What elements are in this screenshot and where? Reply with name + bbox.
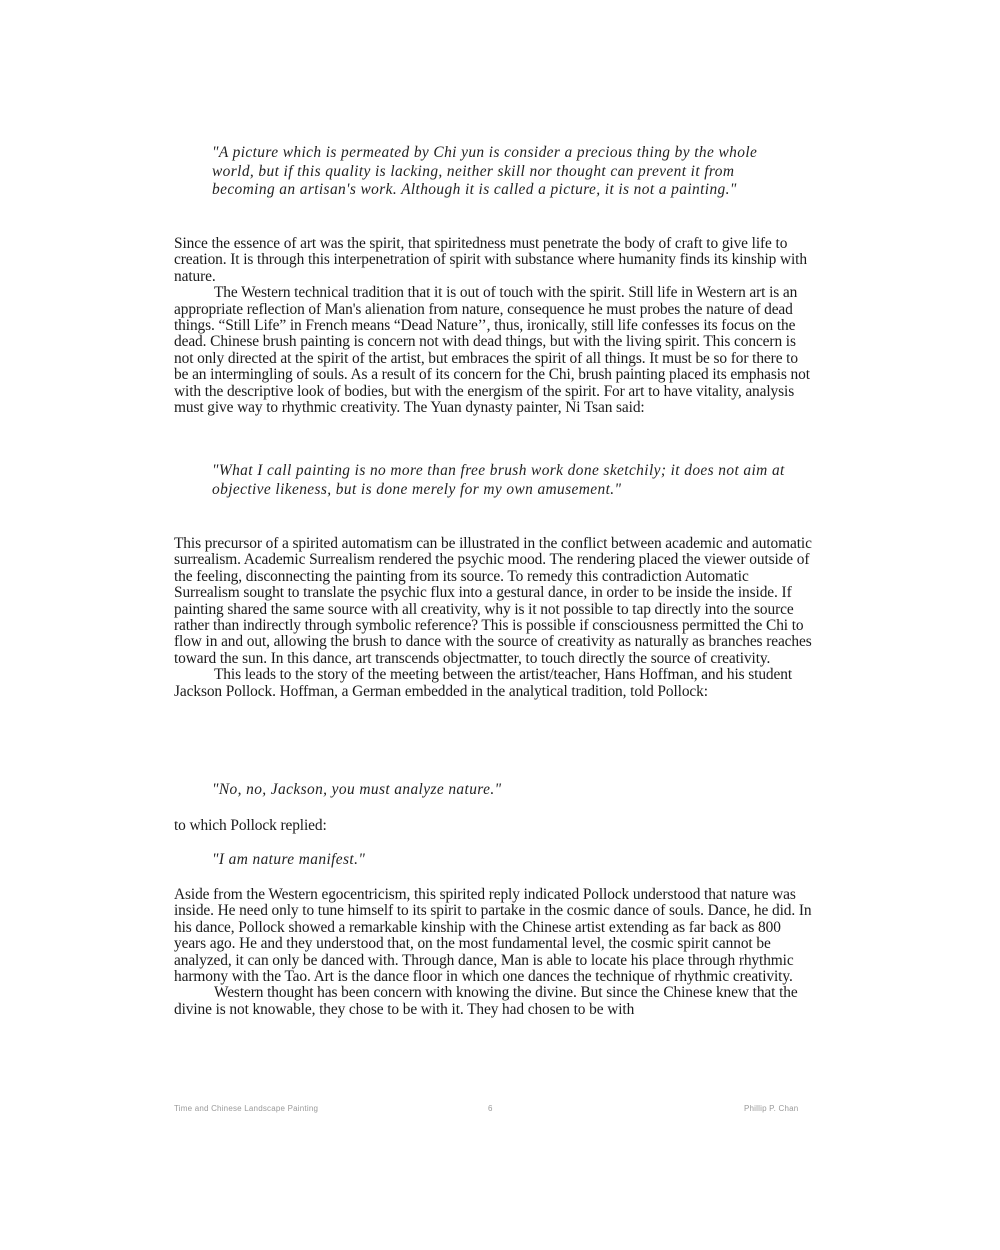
paragraph-egocentricism: Aside from the Western egocentricism, this spirited reply indicated Pollock understood that nature was inside. He need only to tune himself to its spirit to partake in the cosmic dance of souls. Dance, he did. In his dance, Pollock showed a remarkable kinship with the Chinese artist extending as far back as 800 years ago. He and they understood that, on the most fundamental level, the cosmic spirit cannot be analyzed, it can only be danced with. Through dance, Man is able to locate his place through rhythmic harmony with the Tao. Art is the dance floor in which one dances the technique of rhythmic creativity. [174,886,812,986]
paragraph-automatism: This precursor of a spirited automatism can be illustrated in the conflict between academic and automatic surrealism. Academic Surrealism rendered the psychic mood. The rendering placed the viewer outside of the feeling, disconnecting the painting from its source. To remedy this contradiction Automatic Surrealism sought to translate the psychic flux into a gestural dance, in order to be inside the inside. If painting shared the same source with all creativity, why is it not possible to tap directly into the source rather than indirectly through symbolic reference? This is possible if consciousness permitted the Chi to flow in and out, allowing the brush to dance with the source of creativity as naturally as branches reaches toward the sun. In this dance, art transcends objectmatter, to touch directly the source of creativity. [174,535,812,667]
paragraph-hoffman-pollock: This leads to the story of the meeting between the artist/teacher, Hans Hoffman, and his student Jackson Pollock. Hoffman, a German embedded in the analytical tradition, told Pollock: [174,666,793,700]
transition-text: to which Pollock replied: [174,817,327,834]
body-section-1 [174,236,814,416]
paragraph-essence-of-art: Since the essence of art was the spirit, that spiritedness must penetrate the body of craft to give life to creation. It is through this interpenetration of spirit with substance where humanity finds its kinship with nature. [174,235,807,285]
quote-hoffman: "No, no, Jackson, you must analyze nature." [212,781,502,798]
body-section-2 [174,536,814,700]
paragraph-western-thought: Western thought has been concern with knowing the divine. But since the Chinese knew that the divine is not knowable, they chose to be with it. They had chosen to be with [174,984,798,1018]
footer-page-number: 6 [488,1104,493,1113]
quote-pollock: "I am nature manifest." [212,851,366,868]
quote-ni-tsan: "What I call painting is no more than free brush work done sketchily; it does not aim at objective likeness, but is done merely for my own amusement." [212,462,785,498]
quote-chi-yun: "A picture which is permeated by Chi yun is consider a precious thing by the whole world, but if this quality is lacking, neither skill nor thought can prevent it from becoming an artisan's work. Although it is called a picture, it is not a painting." [212,144,758,198]
body-section-3 [174,887,814,1018]
paragraph-western-tradition: The Western technical tradition that it is out of touch with the spirit. Still life in Western art is an appropriate reflection of Man's alienation from nature, consequence he must probes the nature of dead things. “Still Life” in French means “Dead Nature’’, thus, ironically, still life confesses its focus on the dead. Chinese brush painting is concern not with dead things, but with the living spirit. This concern is not only directed at the spirit of the artist, but embraces the spirit of all things. It must be so for there to be an intermingling of souls. As a result of its concern for the Chi, brush painting placed its emphasis not with the descriptive look of bodies, but with the energism of the spirit. For art to have vitality, analysis must give way to rhythmic creativity. The Yuan dynasty painter, Ni Tsan said: [174,284,810,417]
footer-author: Phillip P. Chan [744,1104,799,1113]
footer-title: Time and Chinese Landscape Painting [174,1104,319,1113]
